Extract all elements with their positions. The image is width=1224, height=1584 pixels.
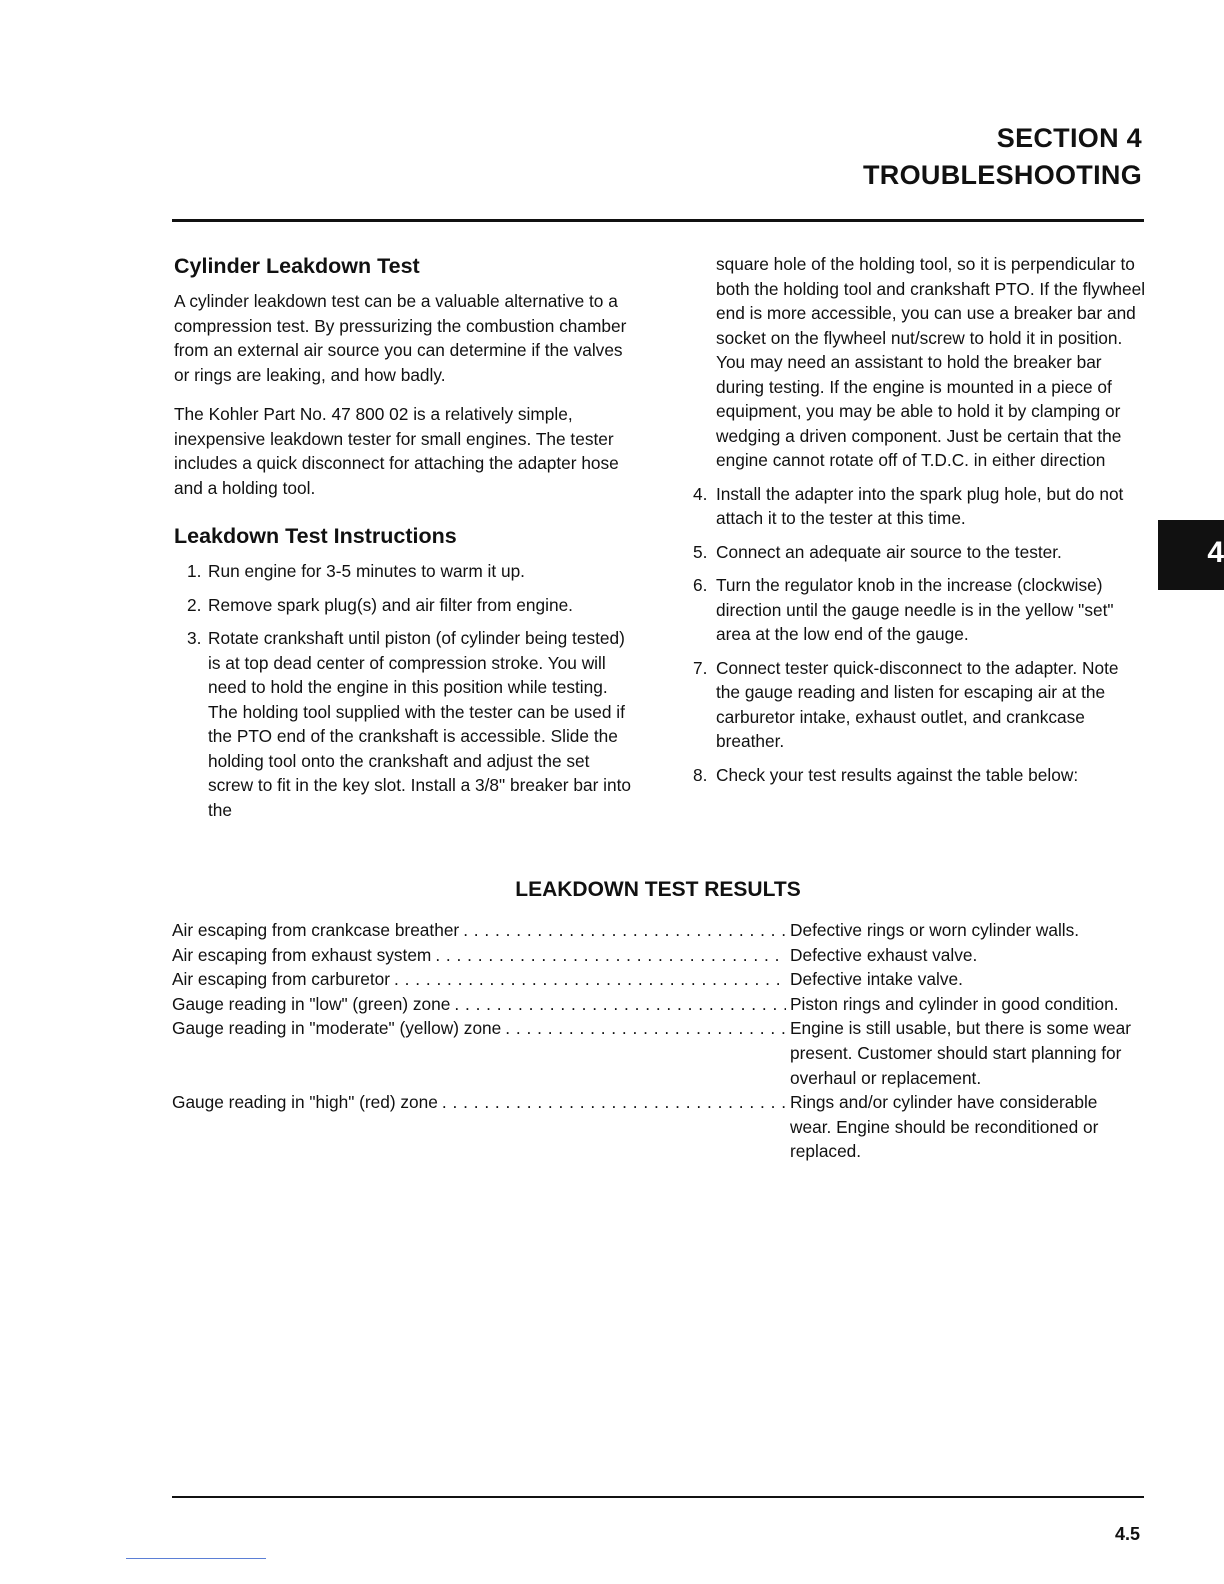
steps-list-right bbox=[690, 482, 1146, 788]
step-item bbox=[690, 656, 1146, 754]
results-title: LEAKDOWN TEST RESULTS bbox=[515, 878, 801, 901]
results-condition: Air escaping from carburetor bbox=[172, 969, 391, 990]
heading-instructions: Leakdown Test Instructions bbox=[174, 524, 457, 548]
step-number: 6. bbox=[693, 575, 708, 595]
step-text: Connect tester quick-disconnect to the adapter. Note the gauge reading and listen for escaping air at the carburetor intake, exhaust outlet, and crankcase breather. bbox=[716, 657, 1119, 751]
results-condition: Gauge reading in "moderate" (yellow) zone bbox=[172, 1018, 502, 1039]
results-outcome: Defective rings or worn cylinder walls. bbox=[790, 920, 1080, 940]
dot-leader bbox=[394, 967, 786, 992]
scan-artifact-line bbox=[126, 1558, 266, 1559]
step-text: Remove spark plug(s) and air filter from engine. bbox=[208, 594, 573, 615]
section-tab-label: 4 bbox=[1207, 536, 1224, 569]
results-row bbox=[172, 1090, 1147, 1164]
results-row bbox=[172, 992, 1147, 1017]
results-outcome: Rings and/or cylinder have considerable wear. Engine should be reconditioned or replaced. bbox=[790, 1092, 1099, 1162]
results-outcome: Defective intake valve. bbox=[790, 969, 963, 990]
intro-paragraph: A cylinder leakdown test can be a valuable alternative to a compression test. By pressurizing the combustion chamber from an external air source you can determine if the valves or rings are leaking, and how badly. bbox=[174, 291, 627, 385]
step-text: Connect an adequate air source to the tester. bbox=[716, 541, 1062, 562]
section-tab-marker bbox=[1158, 520, 1224, 590]
dot-leader bbox=[454, 992, 786, 1017]
step-number: 5. bbox=[693, 541, 708, 562]
dot-leader bbox=[435, 943, 786, 968]
results-condition: Gauge reading in "low" (green) zone bbox=[172, 993, 451, 1014]
step-3-continuation: square hole of the holding tool, so it is perpendicular to both the holding tool and crankshaft PTO. If the flywheel end is more accessible, you can use a breaker bar and socket on the flywheel nut/screw to hold it in position. You may need an assistant to hold the breaker bar during testing. If the engine is mounted in a piece of equipment, you may be able to hold it by clamping or wedging a driven component. Just be certain that the engine cannot rotate off of T.D.C. in either direction bbox=[716, 254, 1146, 470]
results-row bbox=[172, 943, 1147, 968]
dot-leader bbox=[442, 1090, 786, 1164]
step-number: 2. bbox=[187, 594, 202, 615]
results-outcome: Defective exhaust valve. bbox=[790, 944, 978, 965]
section-header bbox=[863, 120, 1142, 194]
results-condition: Air escaping from crankcase breather bbox=[172, 920, 460, 940]
step-item bbox=[690, 573, 1146, 647]
steps-list-left bbox=[174, 559, 638, 822]
results-condition: Air escaping from exhaust system bbox=[172, 944, 432, 965]
step-text: Run engine for 3-5 minutes to warm it up. bbox=[208, 561, 525, 581]
results-row bbox=[172, 967, 1147, 992]
step-text: Rotate crankshaft until piston (of cylinder being tested) is at top dead center of compression stroke. You will need to hold the engine in this position while testing. The holding tool supplied with the tester can be used if the PTO end of the crankshaft is accessible. Slide the holding tool onto the crankshaft and adjust the set screw to fit in the key slot. Install a 3/8" breaker bar into the bbox=[208, 628, 632, 820]
results-outcome: Engine is still usable, but there is some wear present. Customer should start planning for overhaul or replacement. bbox=[790, 1018, 1131, 1088]
step-item bbox=[174, 559, 638, 584]
tester-paragraph: The Kohler Part No. 47 800 02 is a relatively simple, inexpensive leakdown tester for small engines. The tester includes a quick disconnect for attaching the adapter hose and a holding tool. bbox=[174, 404, 619, 498]
results-table bbox=[172, 918, 1147, 1164]
section-number: SECTION 4 bbox=[996, 123, 1142, 153]
step-item bbox=[174, 593, 638, 618]
step-number: 3. bbox=[187, 628, 202, 648]
results-row bbox=[172, 918, 1147, 943]
step-item bbox=[690, 540, 1146, 565]
step-number: 7. bbox=[693, 657, 708, 678]
dot-leader bbox=[463, 918, 786, 943]
heading-cylinder-leakdown: Cylinder Leakdown Test bbox=[174, 254, 420, 278]
header-rule bbox=[172, 219, 1144, 222]
step-number: 4. bbox=[693, 483, 708, 504]
step-number: 8. bbox=[693, 764, 708, 785]
step-number: 1. bbox=[187, 561, 202, 581]
step-text: Check your test results against the table below: bbox=[716, 764, 1079, 785]
step-text: Install the adapter into the spark plug hole, but do not attach it to the tester at this time. bbox=[716, 483, 1124, 528]
step-item bbox=[690, 763, 1146, 788]
left-column bbox=[174, 252, 638, 831]
step-item bbox=[690, 482, 1146, 531]
page-number: 4.5 bbox=[1114, 1524, 1140, 1544]
right-column bbox=[690, 252, 1146, 796]
dot-leader bbox=[505, 1016, 786, 1090]
results-row bbox=[172, 1016, 1147, 1090]
step-item bbox=[174, 626, 638, 822]
section-title: TROUBLESHOOTING bbox=[863, 160, 1142, 190]
results-outcome: Piston rings and cylinder in good condition. bbox=[790, 993, 1119, 1014]
step-text: Turn the regulator knob in the increase (clockwise) direction until the gauge needle is in the yellow "set" area at the low end of the gauge. bbox=[716, 575, 1114, 644]
results-condition: Gauge reading in "high" (red) zone bbox=[172, 1092, 438, 1113]
footer-rule bbox=[172, 1496, 1144, 1498]
